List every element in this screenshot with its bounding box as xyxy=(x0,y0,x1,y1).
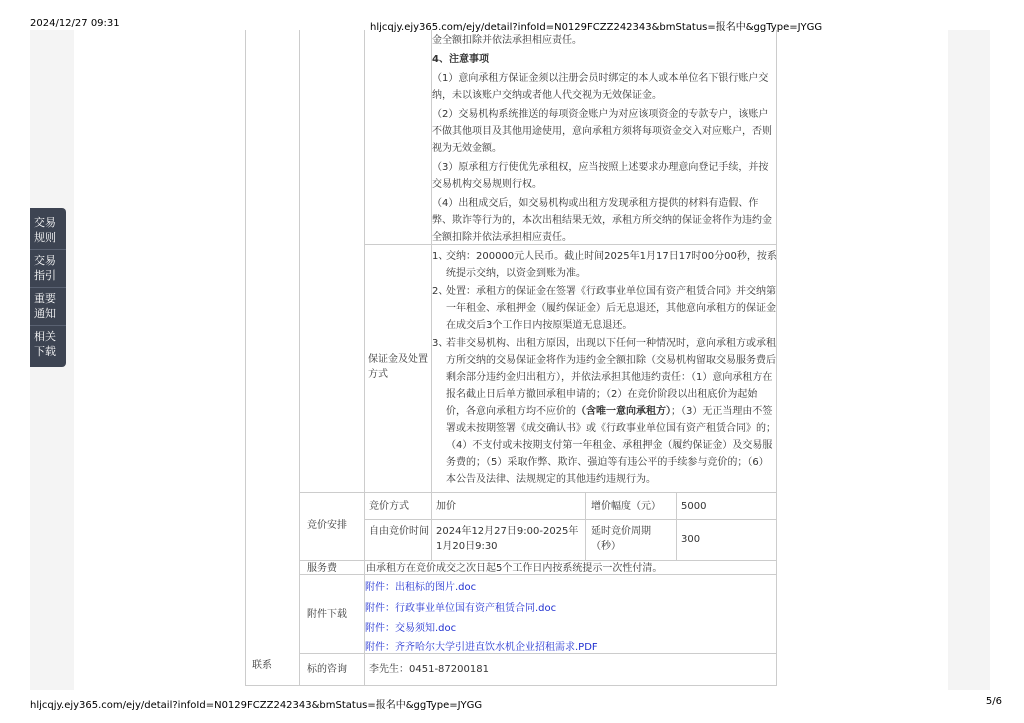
attachments-label: 附件下载 xyxy=(307,609,347,620)
row-divider xyxy=(299,492,776,493)
bid-period-label: 自由竞价时间 xyxy=(369,526,429,537)
right-gutter xyxy=(948,30,990,690)
print-url: hljcqjy.ejy365.com/ejy/detail?infoId=N0129FCZZ242343&bmStatus=报名中&ggType=JYGG xyxy=(370,22,823,33)
notes-item: （1）意向承租方保证金须以注册会员时绑定的本人或本单位名下银行账户交纳，未以该账户交纳或者他人代交视为无效保证金。 xyxy=(432,73,769,101)
side-nav-trade-guide[interactable]: 交易指引 xyxy=(30,250,66,288)
attachment-link[interactable]: 附件：出租标的图片.doc xyxy=(365,582,477,593)
service-fee-label: 服务费 xyxy=(307,563,337,574)
bid-increment-label: 增价幅度（元） xyxy=(591,501,661,512)
deposit-section xyxy=(432,248,777,489)
attachment-link[interactable]: 附件：交易须知.doc xyxy=(365,623,457,634)
contact-section-label: 联系 xyxy=(252,660,272,671)
contact-value: 李先生：0451-87200181 xyxy=(369,664,489,675)
table-border-left xyxy=(245,30,246,686)
print-footer xyxy=(0,690,1024,720)
table-column-line xyxy=(585,492,586,560)
notes-item: （3）原承租方行使优先承租权，应当按照上述要求办理意向登记手续，并按交易机构交易规则行权。 xyxy=(432,162,769,190)
bid-period-value: 2024年12月27日9:00-2025年1月20日9:30 xyxy=(436,526,579,552)
footer-url: hljcqjy.ejy365.com/ejy/detail?infoId=N0129FCZZ242343&bmStatus=报名中&ggType=JYGG xyxy=(30,700,483,711)
notes-section xyxy=(432,32,777,248)
notes-top-line: 金全额扣除并依法承担相应责任。 xyxy=(432,35,582,46)
page-number: 5/6 xyxy=(985,696,1002,707)
bid-method-value: 加价 xyxy=(436,501,456,512)
side-nav-notices[interactable]: 重要通知 xyxy=(30,288,66,326)
table-column-line xyxy=(299,30,300,686)
row-divider xyxy=(364,519,776,520)
notes-item: （4）出租成交后，如交易机构或出租方发现承租方提供的材料有造假、作弊、欺诈等行为的，本次出租结果无效，承租方所交纳的保证金将作为违约金全额扣除并依法承担相应责任。 xyxy=(432,198,772,243)
attachment-link[interactable]: 附件：行政事业单位国有资产租赁合同.doc xyxy=(365,603,557,614)
deposit-label: 保证金及处置方式 xyxy=(368,354,428,380)
detail-table xyxy=(245,30,777,686)
deposit-item: 1、 交纳：200000元人民币。截止时间2025年1月17日17时00分00秒，按系统提示交纳，以资金到账为准。 xyxy=(432,251,777,279)
side-nav-downloads[interactable]: 相关下载 xyxy=(34,330,56,358)
service-fee-text: 由承租方在竞价成交之次日起5个工作日内按系统提示一次性付清。 xyxy=(366,563,663,574)
side-nav-trade-rules[interactable]: 交易规则 xyxy=(30,212,66,250)
deposit-item: 3、 若非交易机构、出租方原因，出现以下任何一种情况时，意向承租方或承租方所交纳的交易保证金将作为违约金全额扣除（交易机构留取交易服务费后剩余部分违约金归出租方），并依法承担其他违约责任：（1）意向承租方在报名截止日后单方撤回承租申请的；（2）在竞价阶段以出租底价为起始价，各意向承租方均不应价的（含唯一意向承租方）；（3）无正当理由不签署或未按期签署《成交确认书》或《行政事业单位国有资产租赁合同》的；（4）不支付或未按期支付第一年租金、承租押金（履约保证金）及交易服务费的；（5）采取作弊、欺诈、强迫等有违公平的手续参与竞价的；（6）本公告及法律、法规规定的其他违约违规行为。 xyxy=(432,338,776,485)
notes-heading: 4、注意事项 xyxy=(432,54,489,65)
bidding-label: 竞价安排 xyxy=(307,520,347,531)
attachment-link[interactable]: 附件：齐齐哈尔大学引进直饮水机企业招租需求.PDF xyxy=(365,642,598,653)
bid-increment-value: 5000 xyxy=(681,501,707,512)
row-divider xyxy=(299,653,776,654)
bid-delay-value: 300 xyxy=(681,534,701,545)
notes-item: （2）交易机构系统推送的每项资金账户为对应该项资金的专款专户，该账户不做其他项目及其他用途使用，意向承租方须将每项资金交入对应账户，否则视为无效金额。 xyxy=(432,109,772,154)
deposit-item: 2、 处置：承租方的保证金在签署《行政事业单位国有资产租赁合同》并交纳第一年租金、承租押金（履约保证金）后无息退还，其他意向承租方的保证金在成交后3个工作日内按原渠道无息退还。 xyxy=(432,286,776,331)
print-header xyxy=(0,0,1024,33)
print-timestamp: 2024/12/27 09:31 xyxy=(30,18,120,29)
bid-method-label: 竞价方式 xyxy=(369,501,409,512)
side-nav xyxy=(30,208,66,367)
bid-delay-label: 延时竞价周期（秒） xyxy=(591,526,651,552)
table-border-bottom xyxy=(245,685,776,686)
contact-label: 标的咨询 xyxy=(307,664,347,675)
table-column-line xyxy=(676,492,677,560)
